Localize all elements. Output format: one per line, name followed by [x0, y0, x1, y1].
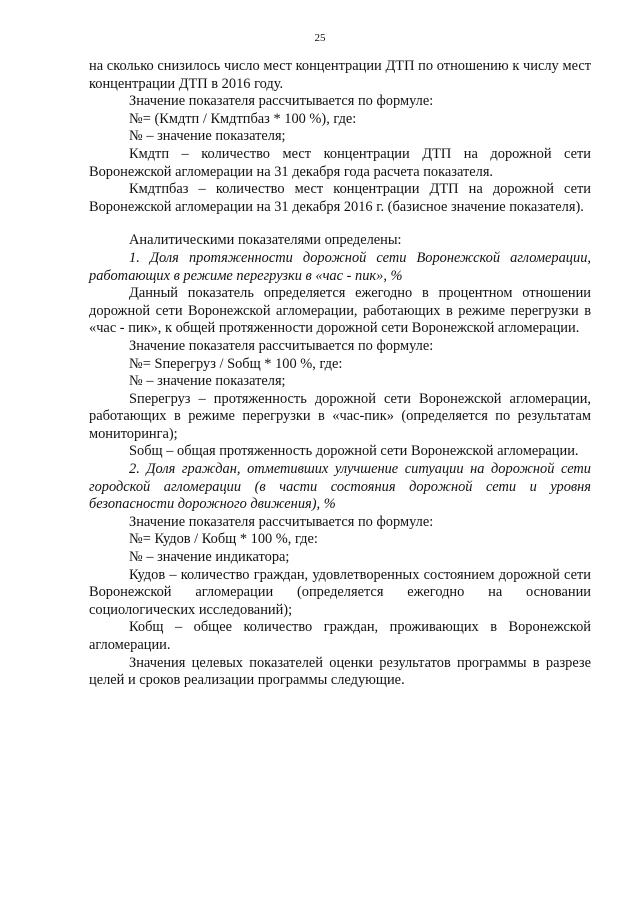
paragraph: Sобщ – общая протяженность дорожной сети Воронежской агломерации.	[129, 443, 579, 460]
paragraph: Кобщ – общее количество граждан, проживающих в Воронежской агломерации.	[89, 619, 591, 653]
page-number: 25	[314, 32, 326, 44]
paragraph: Кудов – количество граждан, удовлетворенных состоянием дорожной сети Воронежской агломерации (определяется ежегодно на основании социологических исследований);	[89, 566, 591, 618]
formula: №= (Кмдтп / Кмдтпбаз * 100 %), где:	[129, 110, 357, 127]
document-body	[89, 58, 591, 690]
paragraph: на сколько снизилось число мест концентрации ДТП по отношению к числу мест концентрации ДТП в 2016 году.	[89, 58, 591, 92]
formula: №= Sперегруз / Sобщ * 100 %, где:	[129, 355, 343, 372]
paragraph: Кмдтпбаз – количество мест концентрации ДТП на дорожной сети Воронежской агломерации на 31 декабря 2016 г. (базисное значение показателя).	[89, 181, 591, 215]
spacer	[89, 216, 591, 232]
paragraph: Значения целевых показателей оценки результатов программы в разрезе целей и сроков реализации программы следующие.	[89, 654, 591, 689]
paragraph: Кмдтп – количество мест концентрации ДТП на дорожной сети Воронежской агломерации на 31 декабря года расчета показателя.	[89, 145, 591, 180]
paragraph: Значение показателя рассчитывается по формуле:	[129, 337, 434, 354]
paragraph: Значение показателя рассчитывается по формуле:	[129, 93, 434, 110]
paragraph: № – значение показателя;	[129, 373, 286, 390]
paragraph: Данный показатель определяется ежегодно в процентном отношении дорожной сети Воронежской агломерации, работающих в режиме перегрузки в «час - пик», к общей протяженности дорожной сети Воронежской агломерации.	[89, 285, 591, 337]
paragraph: Аналитическими показателями определены:	[129, 232, 402, 249]
formula: №= Кудов / Кобщ * 100 %, где:	[129, 531, 318, 548]
paragraph: Значение показателя рассчитывается по формуле:	[129, 513, 434, 530]
paragraph: Sперегруз – протяженность дорожной сети Воронежской агломерации, работающих в режиме перегрузки в «час-пик» (определяется по результатам мониторинга);	[89, 390, 591, 442]
indicator-heading: 1. Доля протяженности дорожной сети Воронежской агломерации, работающих в режиме перегрузки в «час - пик», %	[89, 249, 591, 284]
paragraph: № – значение показателя;	[129, 128, 286, 145]
paragraph: № – значение индикатора;	[129, 549, 290, 566]
indicator-heading: 2. Доля граждан, отметивших улучшение ситуации на дорожной сети городской агломерации (в части состояния дорожной сети и уровня безопасности дорожного движения), %	[89, 461, 591, 513]
